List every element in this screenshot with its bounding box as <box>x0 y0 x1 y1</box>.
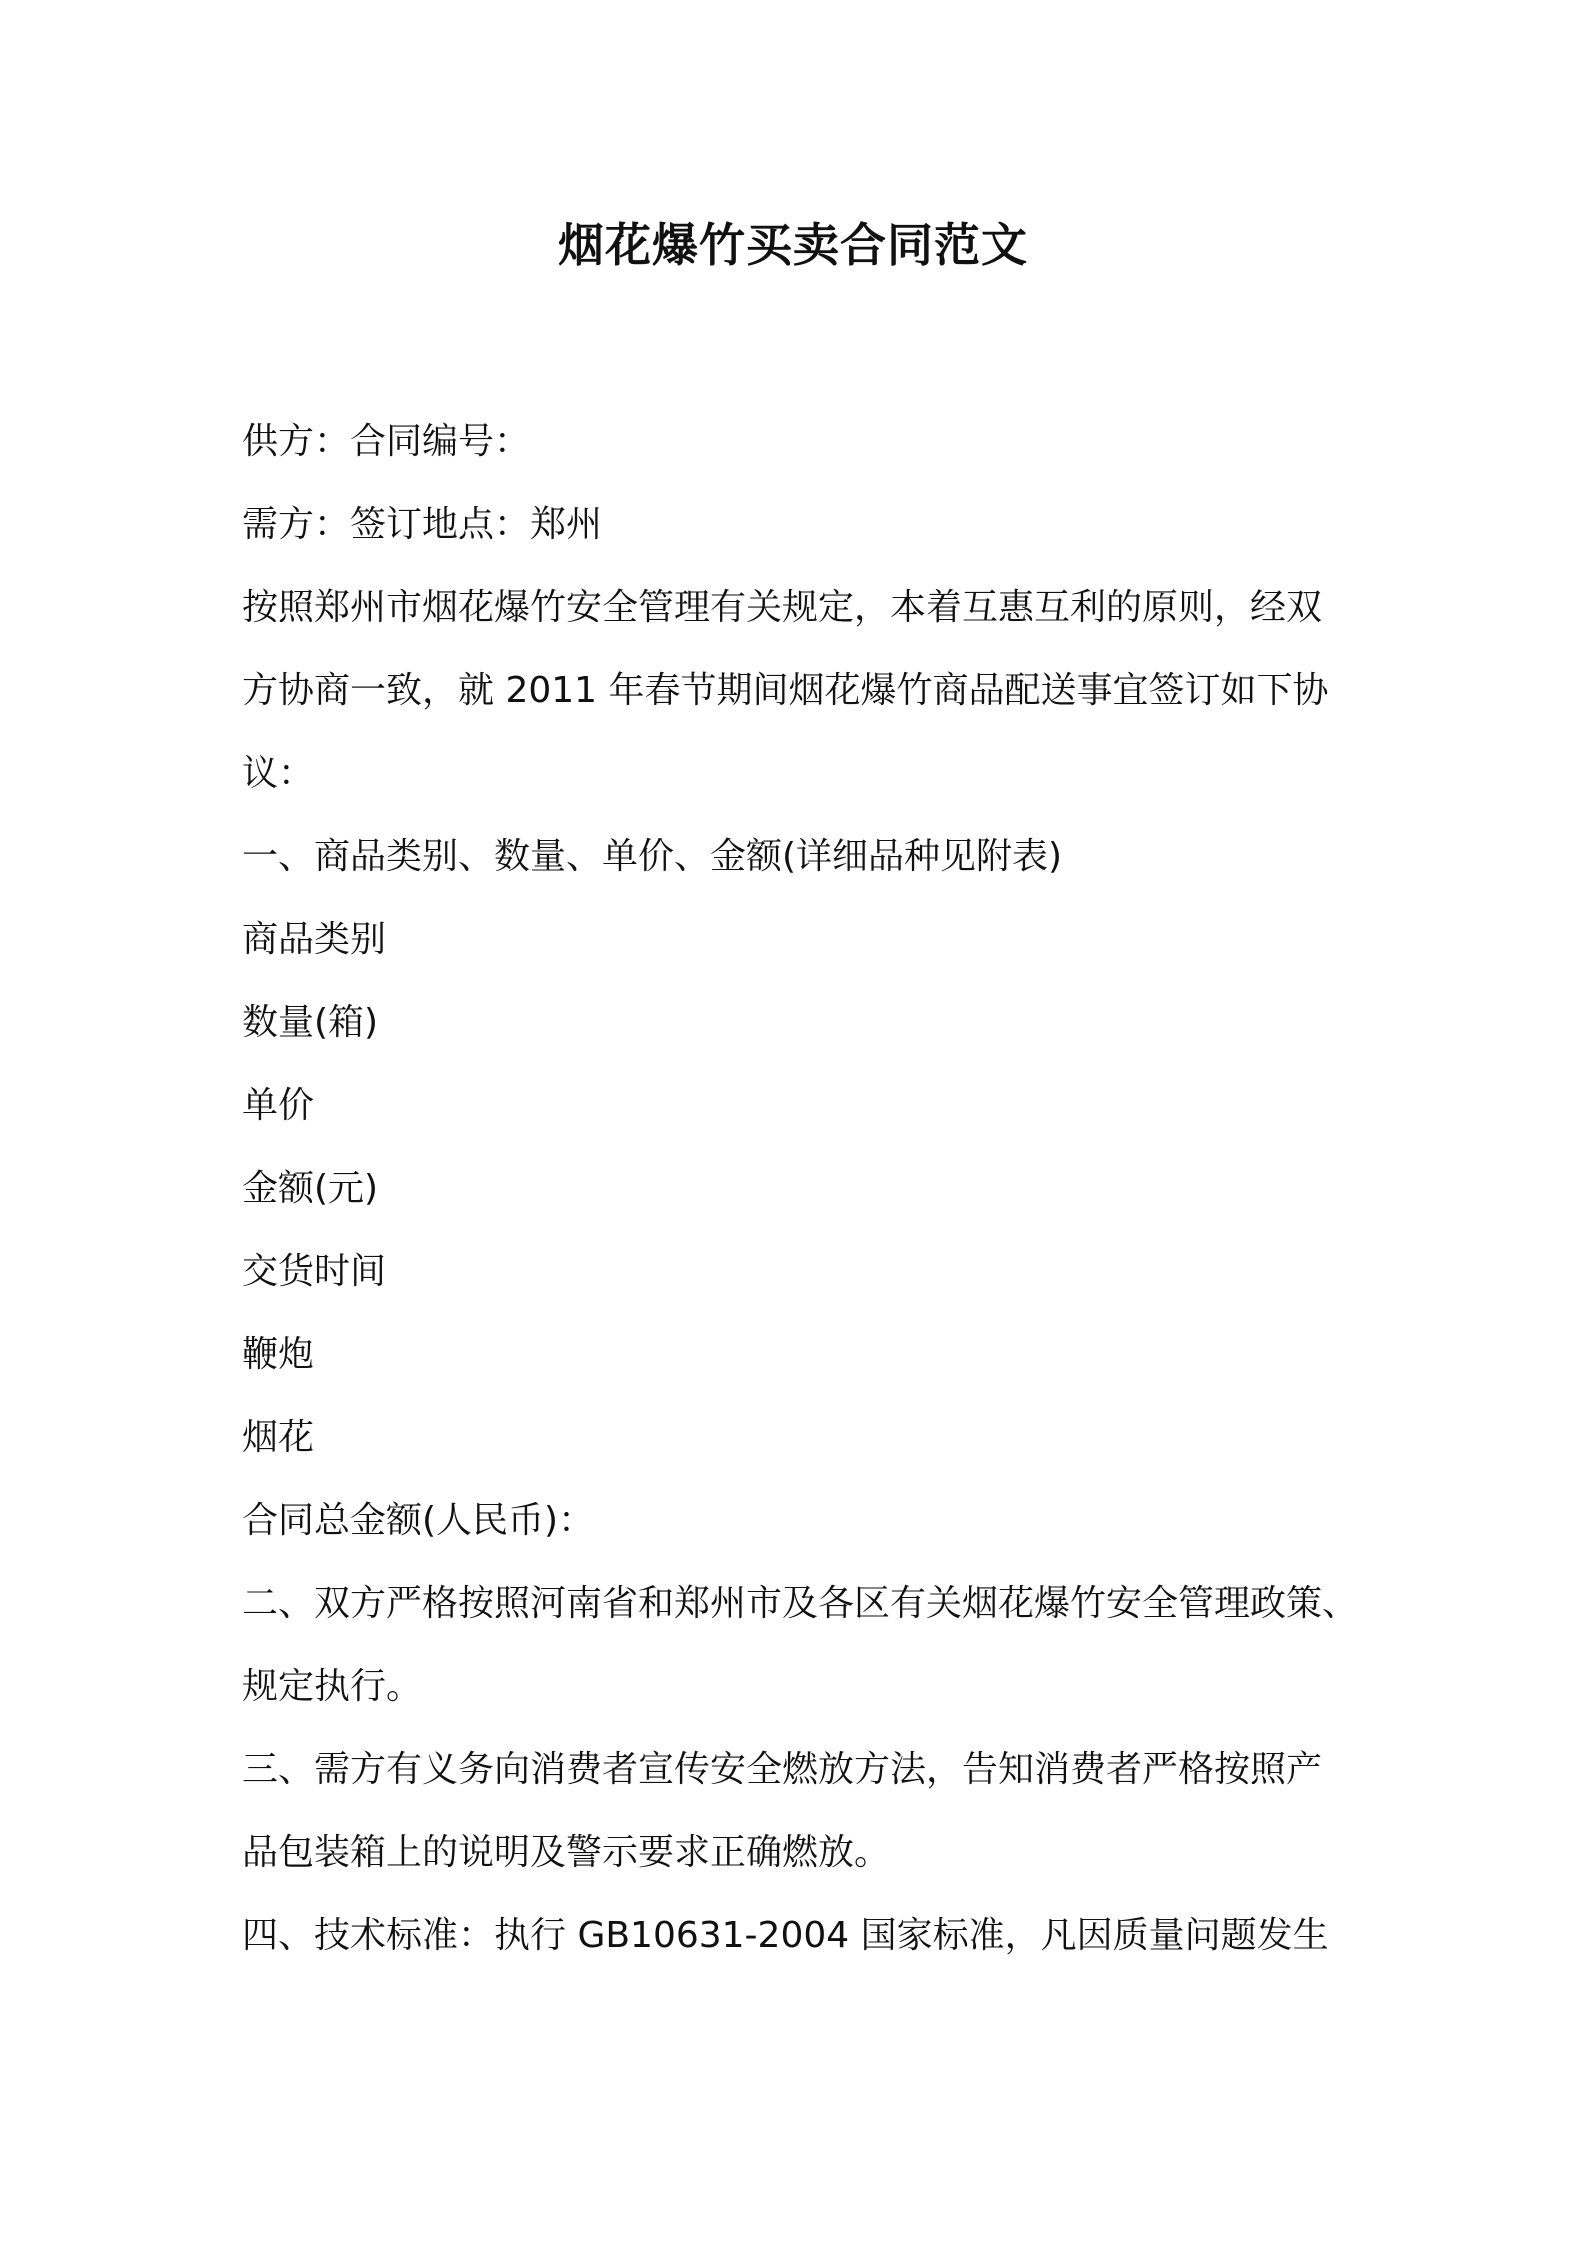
section-heading-1: 一、商品类别、数量、单价、金额(详细品种见附表) <box>242 836 1063 877</box>
text-line-item: 烟花 <box>242 1417 315 1458</box>
text-line-item: 交货时间 <box>242 1251 387 1292</box>
section-heading-4: 四、技术标准：执行 GB10631-2004 国家标准，凡因质量问题发生 <box>242 1915 1329 1956</box>
section-heading-3: 三、需方有义务向消费者宣传安全燃放方法，告知消费者严格按照产 <box>242 1749 1323 1790</box>
text-line-item: 金额(元) <box>242 1168 379 1209</box>
document-body <box>242 400 1362 1977</box>
text-line-section-2: 规定执行。 <box>242 1666 423 1707</box>
text-line-item: 数量(箱) <box>242 1002 379 1043</box>
text-line-item: 单价 <box>242 1085 315 1126</box>
text-line-item: 鞭炮 <box>242 1334 315 1375</box>
section-heading-2: 二、双方严格按照河南省和郑州市及各区有关烟花爆竹安全管理政策、 <box>242 1583 1359 1624</box>
text-line-item: 商品类别 <box>242 919 387 960</box>
text-line-total: 合同总金额(人民币)： <box>242 1500 595 1541</box>
text-line-section-3: 品包装箱上的说明及警示要求正确燃放。 <box>242 1832 891 1873</box>
document-title: 烟花爆竹买卖合同范文 <box>558 218 1028 272</box>
text-line-preamble: 议： <box>242 753 315 794</box>
text-line-preamble: 方协商一致，就 2011 年春节期间烟花爆竹商品配送事宜签订如下协 <box>242 670 1329 711</box>
text-line-buyer: 需方：签订地点：郑州 <box>242 504 603 545</box>
text-line-preamble: 按照郑州市烟花爆竹安全管理有关规定，本着互惠互利的原则，经双 <box>242 587 1323 628</box>
text-line-supplier: 供方：合同编号： <box>242 421 531 462</box>
